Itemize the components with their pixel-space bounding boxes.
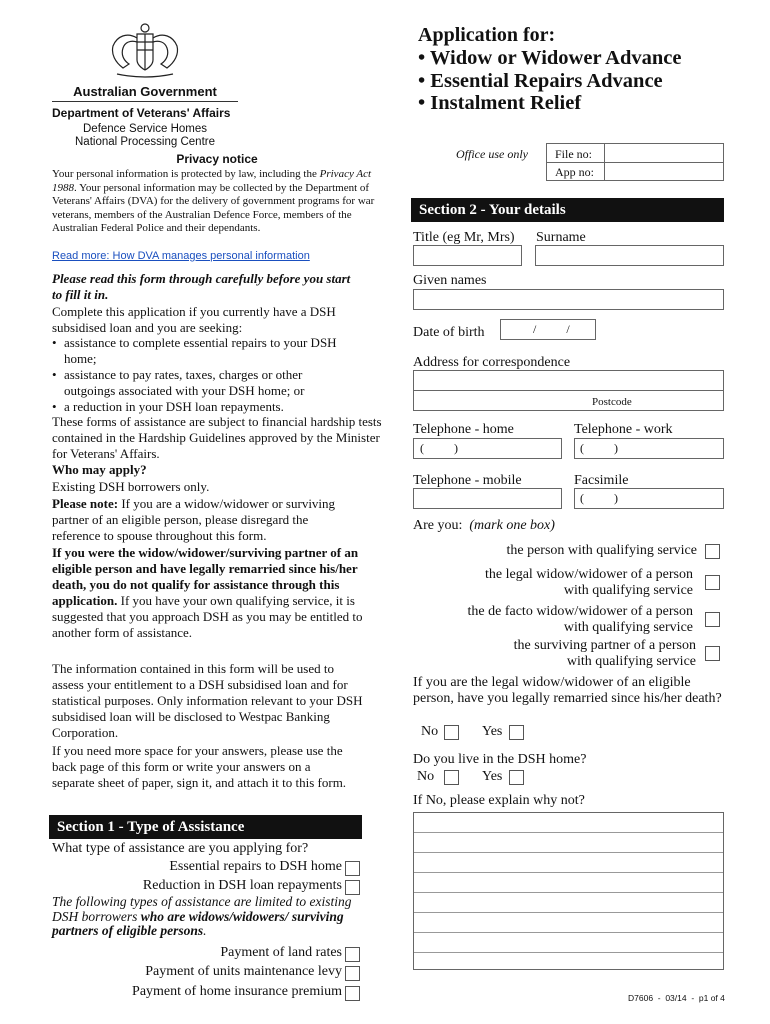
live-in-home-question: Do you live in the DSH home? (413, 752, 587, 767)
who-may-apply-text: Existing DSH borrowers only. (52, 479, 210, 494)
application-type-item: • Widow or Widower Advance (418, 47, 682, 69)
privacy-text: Your personal information is protected by law, including the Privacy Act 1988. Your personal information may be collected by the Department of Veterans' Affairs (DVA) for the delivery of government programs for war veterans, members of the Australian Defence Force, members of the Australian Federal Police and their dependants. (52, 168, 375, 235)
assistance-bullets: • assistance to complete essential repairs to your DSH home; • assistance to pay rates, taxes, charges or other outgoings associated with your DSH home; or • a reduction in your DSH loan repayments. (52, 335, 337, 414)
defacto-widow-checkbox[interactable] (705, 612, 720, 627)
live-yes-checkbox[interactable] (509, 770, 524, 785)
are-you-question: Are you: (mark one box) (413, 518, 555, 533)
government-name: Australian Government (73, 84, 217, 99)
telephone-work-area: ( ) (580, 441, 618, 455)
application-type-item: • Essential Repairs Advance (418, 69, 663, 92)
loan-reduction-checkbox[interactable] (345, 880, 360, 895)
qualifying-service-label: the person with qualifying service (506, 543, 697, 558)
remarried-no-checkbox[interactable] (444, 725, 459, 740)
date-separators: / / (533, 322, 570, 336)
application-types (418, 47, 681, 115)
header-divider (52, 101, 238, 102)
privacy-read-more-link[interactable]: Read more: How DVA manages personal information (52, 250, 310, 262)
given-names-input[interactable] (413, 289, 724, 310)
facsimile-label: Facsimile (574, 473, 629, 488)
office-line-2: National Processing Centre (75, 136, 215, 148)
explain-question: If No, please explain why not? (413, 793, 585, 808)
title-label: Title (eg Mr, Mrs) (413, 230, 515, 245)
section2-heading: Section 2 - Your details (411, 198, 724, 222)
bullet-item: assistance to complete essential repairs to your DSH home; (64, 335, 337, 366)
read-first-instruction: Please read this form through carefully before you start to fill it in. (52, 271, 351, 302)
postcode-label: Postcode (592, 396, 632, 408)
department-name: Department of Veterans' Affairs (52, 106, 231, 120)
application-type-item: • Instalment Relief (418, 92, 582, 114)
who-may-apply-heading: Who may apply? (52, 462, 147, 477)
defacto-widow-label: the de facto widow/widower of a person with qualifying service (467, 604, 693, 635)
information-use-text: The information contained in this form will be used to assess your entitlement to a DSH subsidised loan and for statistical purposes. Only information relevant to your DSH subsidised loan will be disclosed to Westpac Banking Corporation. (52, 661, 363, 740)
remarried-yes-checkbox[interactable] (509, 725, 524, 740)
units-levy-checkbox[interactable] (345, 966, 360, 981)
remarried-question: If you are the legal widow/widower of an eligible person, have you legally remarried since his/her death? (413, 675, 722, 706)
live-yes-label: Yes (482, 769, 503, 784)
title-input[interactable] (413, 245, 522, 266)
option-units-levy-label: Payment of units maintenance levy (145, 964, 342, 979)
remarried-yes-label: Yes (482, 724, 503, 739)
hardship-text: These forms of assistance are subject to financial hardship tests contained in the Hardship Guidelines approved by the Minister for Veterans' Affairs. (52, 414, 382, 461)
date-of-birth-label: Date of birth (413, 325, 485, 340)
surname-input[interactable] (535, 245, 724, 266)
address-line-divider (413, 390, 724, 391)
home-insurance-checkbox[interactable] (345, 986, 360, 1001)
surviving-partner-checkbox[interactable] (705, 646, 720, 661)
option-land-rates-label: Payment of land rates (220, 945, 342, 960)
given-names-label: Given names (413, 273, 487, 288)
surname-label: Surname (536, 230, 586, 245)
facsimile-area: ( ) (580, 491, 618, 505)
live-no-checkbox[interactable] (444, 770, 459, 785)
office-use-vdivider (604, 143, 605, 181)
qualifying-service-checkbox[interactable] (705, 544, 720, 559)
app-no-label: App no: (555, 165, 594, 179)
please-note-text: Please note: If you are a widow/widower or surviving partner of an eligible person, please disregard the reference to spouse throughout this form. (52, 496, 336, 543)
address-label: Address for correspondence (413, 355, 571, 370)
land-rates-checkbox[interactable] (345, 947, 360, 962)
office-use-divider (546, 162, 724, 163)
application-title: Application for: (418, 24, 556, 46)
remarried-no-label: No (421, 724, 439, 739)
telephone-work-label: Telephone - work (574, 422, 673, 437)
telephone-mobile-label: Telephone - mobile (413, 473, 522, 488)
remarried-warning: If you were the widow/widower/surviving partner of an eligible person and have legally remarried since his/her death, you do not qualify for assistance through this application. If you have your own qualifying service, it is suggested that you approach DSH as you may be entitled to another form of assistance. (52, 545, 363, 640)
explain-textarea[interactable] (413, 812, 724, 970)
essential-repairs-checkbox[interactable] (345, 861, 360, 876)
privacy-heading: Privacy notice (176, 152, 258, 166)
more-space-text: If you need more space for your answers, please use the back page of this form or write your answers on a separate sheet of paper, sign it, and attach it to this form. (52, 743, 347, 790)
assistance-type-question: What type of assistance are you applying for? (52, 841, 309, 856)
telephone-home-area: ( ) (420, 441, 458, 455)
live-no-label: No (417, 769, 435, 784)
government-crest-logo (103, 20, 187, 82)
surviving-partner-label: the surviving partner of a person with qualifying service (513, 638, 696, 669)
bullet-item: a reduction in your DSH loan repayments. (64, 399, 284, 414)
form-code-footer: D7606 - 03/14 - p1 of 4 (628, 993, 725, 1003)
option-loan-reduction-label: Reduction in DSH loan repayments (142, 878, 342, 893)
telephone-home-label: Telephone - home (413, 422, 514, 437)
option-essential-repairs-label: Essential repairs to DSH home (169, 859, 342, 874)
telephone-mobile-input[interactable] (413, 488, 562, 509)
legal-widow-label: the legal widow/widower of a person with qualifying service (485, 567, 693, 598)
office-use-label: Office use only (456, 147, 528, 161)
bullet-item: assistance to pay rates, taxes, charges or other outgoings associated with your DSH home; or (64, 367, 305, 398)
widow-limitation-note: The following types of assistance are limited to existing DSH borrowers who are widows/widowers/ surviving partners of eligible persons. (52, 894, 352, 938)
complete-instruction: Complete this application if you currently have a DSH subsidised loan and you are seeking: (52, 304, 336, 335)
option-home-insurance-label: Payment of home insurance premium (132, 984, 342, 999)
file-no-label: File no: (555, 147, 593, 161)
legal-widow-checkbox[interactable] (705, 575, 720, 590)
section1-heading: Section 1 - Type of Assistance (49, 815, 362, 839)
office-line-1: Defence Service Homes (83, 123, 207, 135)
